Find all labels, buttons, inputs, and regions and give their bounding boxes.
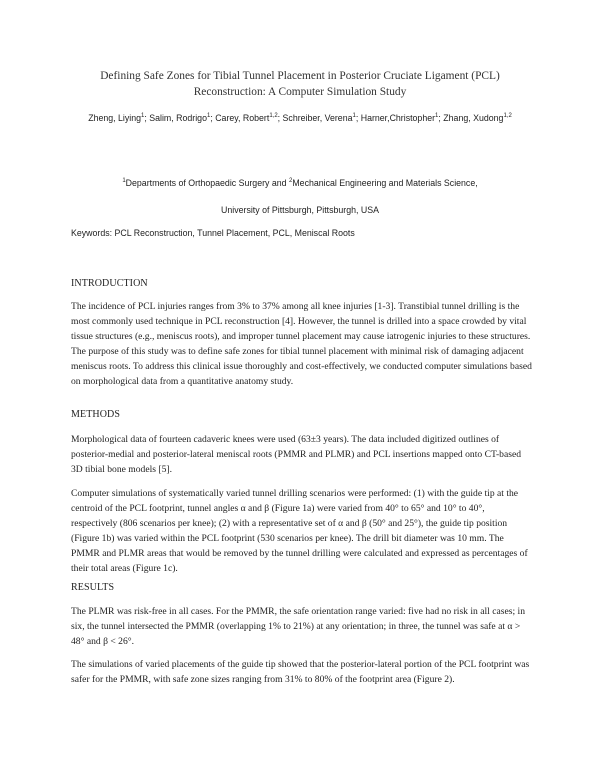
section-heading-introduction: INTRODUCTION	[71, 278, 148, 289]
author-item	[88, 113, 149, 123]
paper-title	[60, 68, 540, 100]
affiliation-part-1: Departments of Orthopaedic Surgery and	[125, 178, 289, 188]
section-heading-methods: METHODS	[71, 409, 121, 420]
author-name: Zhang, Xudong	[443, 113, 504, 123]
affiliation-sup-1: 1	[122, 178, 126, 184]
affiliation-sup-2: 2	[289, 178, 293, 184]
author-affiliation-sup: 1,2	[503, 113, 512, 119]
introduction-paragraph: The incidence of PCL injuries ranges from 3% to 37% among all knee injuries [1-3]. Transtibial tunnel drilling is the most commonly used technique in PCL reconstruction [4]. However, the tunnel is drilled into a space crowded by vital tissue structures (e.g., meniscus roots), and improper tunnel placement may cause iatrogenic injuries to these structures. The purpose of this study was to define safe zones for tibial tunnel placement with minimal risk of damaging adjacent meniscus roots. To address this clinical issue thoroughly and cost-effectively, we conducted computer simulations based on morphological data from a quantitative anatomy study.	[71, 301, 532, 388]
section-heading-results: RESULTS	[71, 582, 115, 593]
author-separator: ;	[277, 113, 283, 123]
affiliation-line-2: University of Pittsburgh, Pittsburgh, USA	[221, 205, 379, 215]
title-line-1: Defining Safe Zones for Tibial Tunnel Placement in Posterior Cruciate Ligament (PCL)	[100, 70, 500, 82]
affiliation-line-1	[40, 178, 560, 188]
author-name: Zheng, Liying	[88, 113, 142, 123]
author-name: Carey, Robert	[215, 113, 270, 123]
results-paragraph-2: The simulations of varied placements of the guide tip showed that the posterior-lateral portion of the PCL footprint was safer for the PMMR, with safe zone sizes ranging from 31% to 80% of the footprint area (Figure 2).	[71, 659, 530, 686]
methods-paragraph-2: Computer simulations of systematically varied tunnel drilling scenarios were performed: (1) with the guide tip at the centroid of the PCL footprint, tunnel angles α and β (Figure 1a) were varied from 40° to 65° and 10° to 40°, respectively (806 scenarios per knee); (2) with a representative set of α and β (50° and 25°), the guide tip position (Figure 1b) was varied within the PCL footprint (530 scenarios per knee). The drill bit diameter was 10 mm. The PMMR and PLMR areas that would be removed by the tunnel drilling were calculated and expressed as percentages of their total areas (Figure 1c).	[71, 488, 528, 575]
author-affiliation-sup: 1	[352, 113, 356, 119]
author-item	[361, 113, 444, 123]
methods-paragraph-1: Morphological data of fourteen cadaveric knees were used (63±3 years). The data included digitized outlines of posterior-medial and posterior-lateral meniscal roots (PMMR and PLMR) and PCL insertions mapped onto CT-based 3D tibial bone models [5].	[71, 434, 522, 476]
author-affiliation-sup: 1	[435, 113, 439, 119]
author-affiliation-sup: 1	[206, 113, 211, 119]
affiliation-part-2: Mechanical Engineering and Materials Science,	[292, 178, 478, 188]
author-name: Schreiber, Verena	[282, 113, 353, 123]
author-separator: ;	[144, 113, 150, 123]
author-separator: ;	[438, 113, 444, 123]
author-affiliation-sup: 1,2	[269, 113, 278, 119]
author-separator: ;	[210, 113, 216, 123]
title-line-2: Reconstruction: A Computer Simulation Study	[193, 86, 407, 98]
results-paragraph-1: The PLMR was risk-free in all cases. For the PMMR, the safe orientation range varied: five had no risk in all cases; in six, the tunnel intersected the PMMR (overlapping 1% to 21%) at any orientation; in three, the tunnel was safe at α > 48° and β < 26°.	[71, 606, 525, 648]
author-name: Salim, Rodrigo	[149, 113, 207, 123]
keywords: Keywords: PCL Reconstruction, Tunnel Placement, PCL, Meniscal Roots	[71, 228, 355, 238]
author-name: Harner,Christopher	[360, 113, 436, 123]
author-item	[283, 113, 361, 123]
author-separator: ;	[355, 113, 361, 123]
author-affiliation-sup: 1	[141, 113, 145, 119]
author-item	[215, 113, 282, 123]
author-item	[149, 113, 215, 123]
author-item	[443, 113, 512, 123]
author-list	[60, 112, 540, 125]
